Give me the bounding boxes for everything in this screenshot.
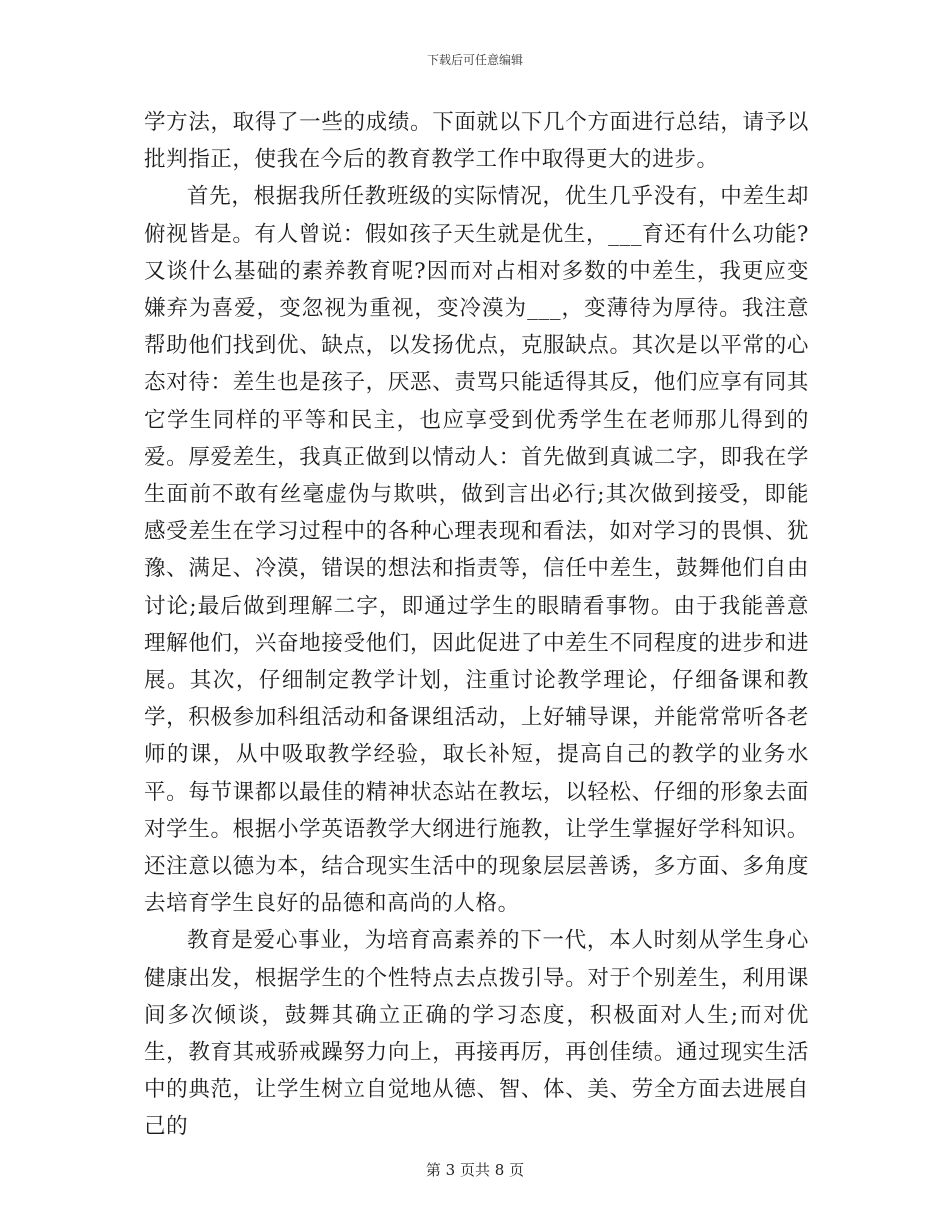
document-body [144,104,809,1146]
page-footer: 第 3 页共 8 页 [425,1161,525,1179]
paragraph-2: 首先，根据我所任教班级的实际情况，优生几乎没有，中差生却俯视皆是。有人曾说：假如孩子天生就是优生，___育还有什么功能?又谈什么基础的素养教育呢?因而对占相对多数的中差生，我更应变嫌弃为喜爱，变忽视为重视，变冷漠为___，变薄待为厚待。我注意帮助他们找到优、缺点，以发扬优点，克服缺点。其次是以平常的心态对待：差生也是孩子，厌恶、责骂只能适得其反，他们应享有同其它学生同样的平等和民主，也应享受到优秀学生在老师那儿得到的爱。厚爱差生，我真正做到以情动人：首先做到真诚二字，即我在学生面前不敢有丝毫虚伪与欺哄，做到言出必行;其次做到接受，即能感受差生在学习过程中的各种心理表现和看法，如对学习的畏惧、犹豫、满足、冷漠，错误的想法和指责等，信任中差生，鼓舞他们自由讨论;最后做到理解二字，即通过学生的眼睛看事物。由于我能善意理解他们，兴奋地接受他们，因此促进了中差生不同程度的进步和进展。其次，仔细制定教学计划，注重讨论教学理论，仔细备课和教学，积极参加科组活动和备课组活动，上好辅导课，并能常常听各老师的课，从中吸取教学经验，取长补短，提高自己的教学的业务水平。每节课都以最佳的精神状态站在教坛，以轻松、仔细的形象去面对学生。根据小学英语教学大纲进行施教，让学生掌握好学科知识。还注意以德为本，结合现实生活中的现象层层善诱，多方面、多角度去培育学生良好的品德和高尚的人格。 [144,184,809,917]
paragraph-1: 学方法，取得了一些的成绩。下面就以下几个方面进行总结，请予以批判指正，使我在今后的教育教学工作中取得更大的进步。 [144,110,809,173]
page-header: 下载后可任意编辑 [426,53,523,67]
paragraph-3: 教育是爱心事业，为培育高素养的下一代，本人时刻从学生身心健康出发，根据学生的个性特点去点拨引导。对于个别差生，利用课间多次倾谈，鼓舞其确立正确的学习态度，积极面对人生;而对优生，教育其戒骄戒躁努力向上，再接再厉，再创佳绩。通过现实生活中的典范，让学生树立自觉地从德、智、体、美、劳全方面去进展自己的 [144,928,809,1140]
